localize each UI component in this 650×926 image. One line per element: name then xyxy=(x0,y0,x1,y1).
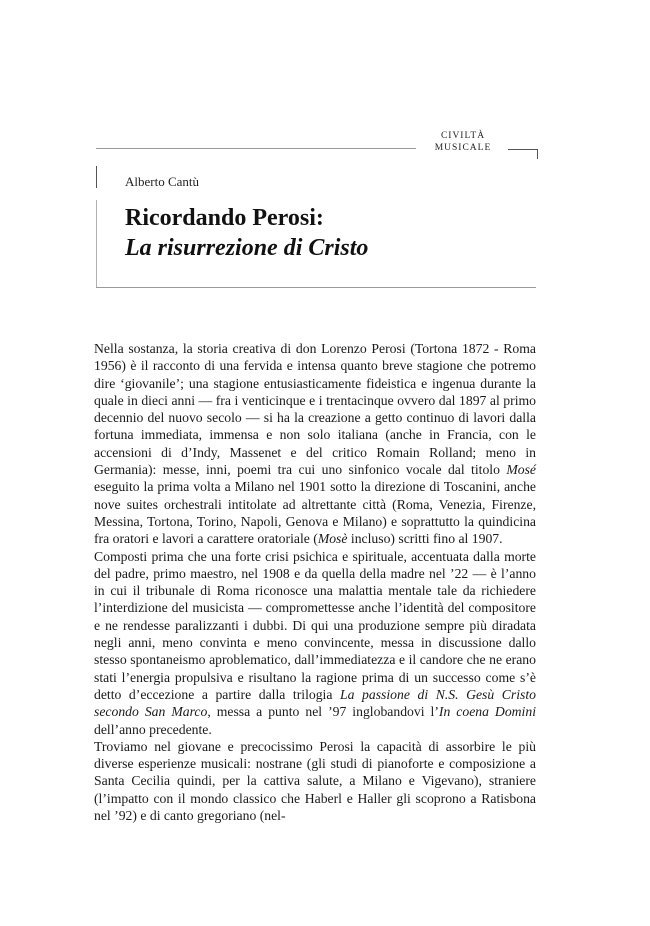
journal-name-line1: CIVILTÀ xyxy=(440,131,486,141)
body-text: Troviamo nel giovane e precocissimo Perosi la capacità di assorbire le più diverse esperienze musicali: nostrane (gli studi di pianoforte e composizione a Santa Cecilia quindi, per la cattiva salute, a Milano e Vigevano), straniere (l’impatto con il mondo classico che Haberl e Haller gli scoprono a Ratisbona nel ’92) e di canto gregoriano (nel- xyxy=(94,738,536,824)
article-subtitle: La risurrezione di Cristo xyxy=(125,235,369,261)
italic-title-text: In coena Domini xyxy=(438,704,536,720)
body-text: eseguito la prima volta a Milano nel 1901 sotto la direzione di Toscanini, anche nove suites orchestrali intitolate ad altrettante città (Roma, Venezia, Firenze, Messina, Tortona, Torino, Napoli, Genova e Milano) e soprattutto la quindicina fra oratori e lavori a carattere oratoriale ( xyxy=(94,479,536,547)
journal-name xyxy=(428,130,498,154)
body-text: incluso) scritti fino al 1907. xyxy=(347,531,503,547)
body-text: dell’anno precedente. xyxy=(94,721,212,737)
header-rule-top xyxy=(96,148,416,149)
body-paragraph-3 xyxy=(94,738,536,824)
article-title xyxy=(125,203,525,263)
author-name: Alberto Cantù xyxy=(125,174,200,189)
header-rule-bottom xyxy=(96,287,536,288)
italic-title-text: Mosè xyxy=(317,531,348,547)
header-rule-right-tick xyxy=(537,149,538,159)
header-rule-left xyxy=(96,200,97,288)
body-paragraph-1 xyxy=(94,340,536,548)
italic-title-text: La passione di N.S. Gesù Cristo secondo San Marco xyxy=(94,686,536,720)
body-text: Composti prima che una forte crisi psichica e spirituale, accentuata dalla morte del padre, primo maestro, nel 1908 e da quella della madre nel ’22 — è l’anno in cui il tribunale di Roma riconosce una malattia mentale tale da richiedere l’interdizione del musicista — compromettesse anche l’identità del compositore e ne rendesse paralizzanti i dubbi. Di qui una produzione sempre più diradata negli anni, meno convinta e meno convincente, messa in discussione dallo stesso spontaneismo aproblematico, dall’immediatezza e il candore che ne erano stati l’energia propulsiva e risultano la ragione prima di un successo come s’è detto d’eccezione a partire dalla trilogia xyxy=(94,548,536,702)
body-text: , messa a punto nel ’97 inglobandovi l’ xyxy=(207,704,439,720)
journal-name-line2: MUSICALE xyxy=(434,143,492,153)
body-paragraph-2 xyxy=(94,548,536,738)
italic-title-text: Mosé xyxy=(506,462,536,478)
article-body xyxy=(94,340,536,824)
body-text: Nella sostanza, la storia creativa di don Lorenzo Perosi (Tortona 1872 - Roma 1956) è il racconto di una fervida e intensa quanto breve stagione che potremo dire ‘giovanile’; una stagione entusiasticamente fideistica e ingenua durante la quale in dieci anni — fra i venticinque e i trentacinque ovvero dal 1897 al primo decennio del nuovo secolo — si ha la creazione a getto continuo di lavori dalla fortuna immediata, immensa e non solo italiana (anche in Francia, con le accensioni di d’Indy, Massenet e del critico Romain Rolland; meno in Germania): messe, inni, poemi tra cui uno sinfonico vocale dal titolo xyxy=(94,341,536,478)
article-title-main: Ricordando Perosi: xyxy=(125,205,324,231)
header-rule-right xyxy=(508,149,538,150)
header-rule-left-tick xyxy=(96,166,97,188)
